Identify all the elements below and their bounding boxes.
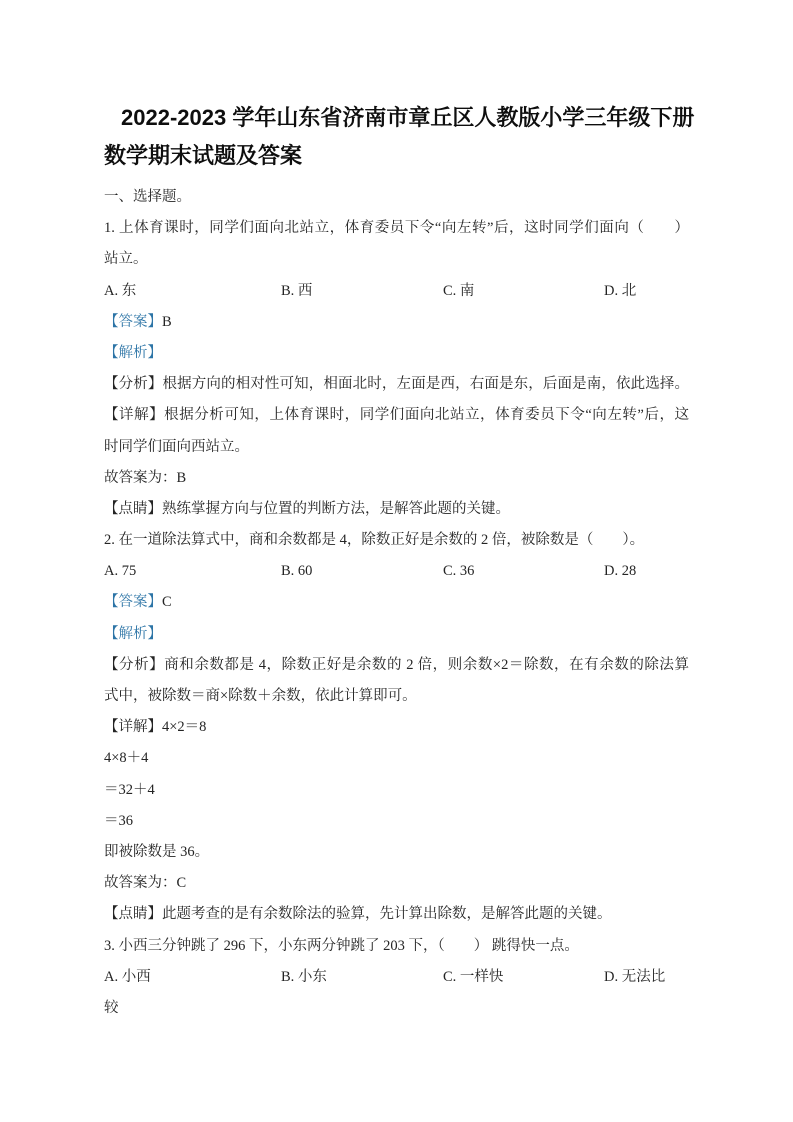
page-title-line-2: 数学期末试题及答案 [104, 143, 303, 168]
text-run: C [162, 594, 172, 611]
section-label: 【答案】 [104, 313, 162, 330]
detail-1-line-1 [104, 400, 689, 431]
text-run: 4×8＋4 [104, 750, 149, 767]
calc-line-3 [104, 806, 689, 837]
detail-1-line-2 [104, 432, 689, 463]
text-run: 较 [104, 999, 119, 1016]
conclusion-1 [104, 463, 689, 494]
text-run: 【详解】根据分析可知，上体育课时，同学们面向北站立，体育委员下令“向左转”后，这 [104, 407, 689, 424]
option-item: D. 28 [604, 563, 637, 580]
text-run: 【分析】根据方向的相对性可知，相面北时，左面是西，右面是东，后面是南，依此选择。 [104, 376, 689, 393]
analysis-2-line-2 [104, 681, 689, 712]
option-item: B. 60 [281, 563, 313, 580]
question-3-option-wrap [104, 993, 689, 1024]
text-run: 时同学们面向西站立。 [104, 438, 249, 455]
analysis-2-line-1 [104, 650, 689, 681]
section-label: 【解析】 [104, 344, 162, 361]
answer-1 [104, 307, 689, 338]
conclusion-2 [104, 868, 689, 899]
text-run: 【点睛】此题考查的是有余数除法的验算，先计算出除数，是解答此题的关键。 [104, 906, 612, 923]
text-run: 即被除数是 36。 [104, 843, 210, 860]
analysis-2-label [104, 619, 689, 650]
text-run: 故答案为：B [104, 469, 187, 486]
text-run: 【详解】4×2＝8 [104, 719, 207, 736]
section-label: 【解析】 [104, 625, 162, 642]
text-run: 1. 上体育课时，同学们面向北站立，体育委员下令“向左转”后，这时同学们面向（ ） [104, 220, 689, 237]
question-1-text-wrap [104, 244, 689, 275]
text-run: ＝32＋4 [104, 781, 155, 798]
question-1-text [104, 213, 689, 244]
text-run: 【点睛】熟练掌握方向与位置的判断方法，是解答此题的关键。 [104, 500, 510, 517]
text-run: ＝36 [104, 812, 133, 829]
option-item: A. 东 [104, 282, 137, 299]
question-3-text [104, 931, 689, 962]
option-item: D. 无法比 [604, 968, 666, 985]
text-run: 3. 小西三分钟跳了 296 下，小东两分钟跳了 203 下，（ ） 跳得快一点。 [104, 937, 579, 954]
option-item: C. 一样快 [443, 968, 504, 985]
analysis-1-label [104, 338, 689, 369]
section-heading [104, 182, 689, 213]
section-label: 【答案】 [104, 594, 162, 611]
option-item: B. 西 [281, 282, 313, 299]
text-run: 2. 在一道除法算式中，商和余数都是 4，除数正好是余数的 2 倍，被除数是（ ）。 [104, 532, 645, 549]
text-run: 站立。 [104, 251, 148, 268]
question-2-text [104, 525, 689, 556]
text-run: 式中，被除数＝商×除数＋余数，依此计算即可。 [104, 688, 417, 704]
tip-2 [104, 899, 689, 930]
tip-1 [104, 494, 689, 525]
question-1-options [104, 276, 689, 307]
calc-conclusion [104, 837, 689, 868]
option-item: C. 南 [443, 282, 475, 299]
calc-line-1 [104, 743, 689, 774]
analysis-1 [104, 369, 689, 400]
detail-2 [104, 712, 689, 743]
text-run: B [162, 313, 172, 330]
document-body [104, 182, 689, 1024]
calc-line-2 [104, 775, 689, 806]
text-run: 一、选择题。 [104, 189, 191, 205]
text-run: 故答案为：C [104, 875, 187, 892]
text-run: 【分析】商和余数都是 4，除数正好是余数的 2 倍，则余数×2＝除数，在有余数的除法算 [104, 656, 689, 673]
option-item: A. 小西 [104, 968, 151, 985]
option-item: D. 北 [604, 282, 637, 299]
page-title [104, 99, 724, 175]
page-title-line-1: 2022-2023 学年山东省济南市章丘区人教版小学三年级下册 [121, 105, 695, 130]
option-item: B. 小东 [281, 968, 327, 985]
answer-2 [104, 587, 689, 618]
option-item: C. 36 [443, 563, 475, 580]
option-item: A. 75 [104, 563, 137, 580]
question-3-options [104, 962, 689, 993]
question-2-options [104, 556, 689, 587]
